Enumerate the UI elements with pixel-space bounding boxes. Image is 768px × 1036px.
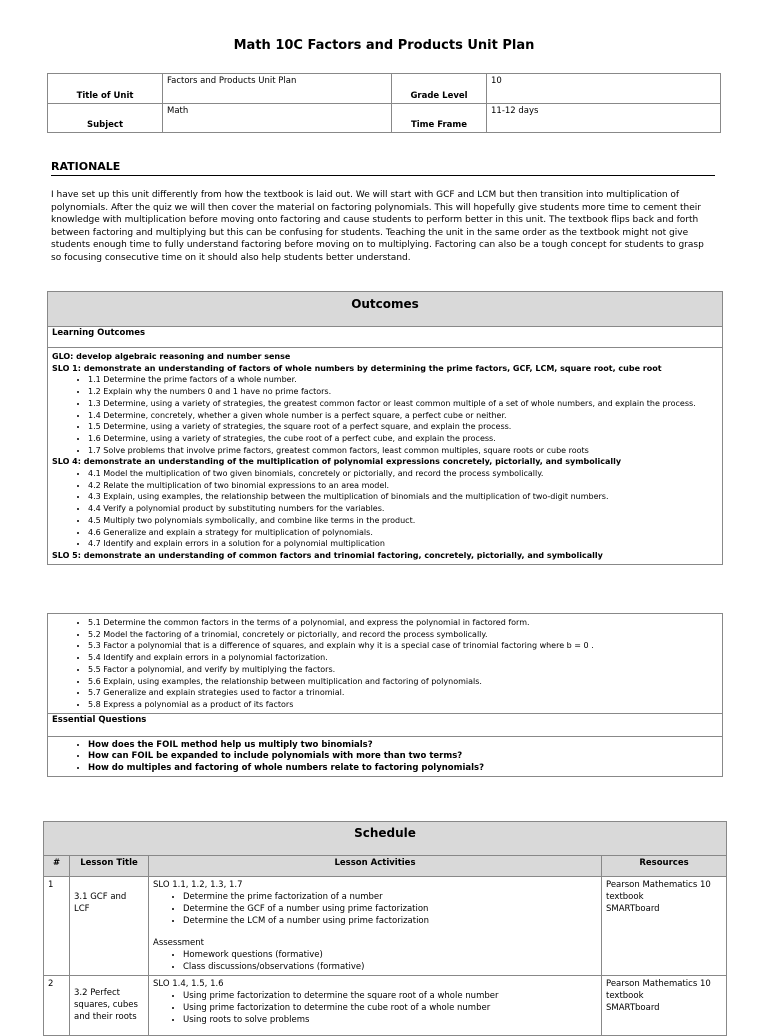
table-row (44, 976, 727, 1036)
list-item: • Class discussions/observations (formative) (183, 961, 597, 973)
rationale-text: I have set up this unit differently from how the textbook is laid out. We will start with GCF and LCM but then transition into multiplication of polynomials. After the quiz we will then cover the material on factoring polynomials. This will hopefully give students more time to cement their knowledge with multiplication before moving onto factoring and cause students to perform better in this unit. The textbook flips back and forth between factoring and multiplying but this can be confusing for students. Teaching the unit in the same order as the textbook might not give students enough time to fully understand factoring before moving on to multiplying. Factoring can also be a tough concept for students to grasp so focusing consecutive time on it should also help students better understand. (51, 190, 704, 263)
title-of-unit-label: Title of Unit (48, 74, 163, 104)
list-item: • Determine the prime factorization of a number (183, 891, 597, 903)
list-item: • 4.3 Explain, using examples, the relationship between the multiplication of binomials and the multiplication of two-digit numbers. (88, 491, 718, 503)
list-item: • Using roots to solve problems (183, 1014, 597, 1026)
schedule-table (43, 855, 727, 1036)
assessment-label: Assessment (153, 938, 204, 948)
list-item: • 4.2 Relate the multiplication of two binomial expressions to an area model. (88, 480, 718, 492)
slo5-list (52, 617, 718, 711)
outcomes-list (48, 348, 722, 564)
subject-label: Subject (48, 104, 163, 133)
grade-level-value: 10 (487, 74, 721, 104)
slo4-text: SLO 4: demonstrate an understanding of the multiplication of polynomial expressions concretely, pictorially, and symbolically (52, 457, 622, 467)
subject-value: Math (163, 104, 392, 133)
list-item: • 4.6 Generalize and explain a strategy for multiplication of polynomials. (88, 527, 718, 539)
resource-item: SMARTboard (606, 1003, 660, 1013)
schedule-section (43, 821, 727, 1036)
list-item: • Using prime factorization to determine the cube root of a whole number (183, 1002, 597, 1014)
lesson-resources (602, 877, 727, 976)
time-frame-value: 11-12 days (487, 104, 721, 133)
resource-item: Pearson Mathematics 10 textbook (606, 979, 711, 1001)
slo-reference: SLO 1.1, 1.2, 1.3, 1.7 (153, 880, 243, 890)
list-item: • 4.1 Model the multiplication of two given binomials, concretely or pictorially, and record the process symbolically. (88, 468, 718, 480)
slo4-list (52, 468, 718, 550)
list-item: • 1.7 Solve problems that involve prime factors, greatest common factors, least common multiples, square roots or cube roots (88, 445, 718, 457)
outcomes-section (47, 291, 723, 565)
list-item: • 1.2 Explain why the numbers 0 and 1 have no prime factors. (88, 386, 718, 398)
lesson-title (70, 877, 149, 976)
column-header-resources: Resources (602, 856, 727, 877)
list-item: • 5.5 Factor a polynomial, and verify by multiplying the factors. (88, 664, 718, 676)
list-item: • 5.6 Explain, using examples, the relationship between multiplication and factoring of polynomials. (88, 676, 718, 688)
outcomes-heading: Outcomes (48, 292, 722, 327)
list-item: • How do multiples and factoring of whole numbers relate to factoring polynomials? (88, 763, 718, 775)
list-item: • 1.6 Determine, using a variety of strategies, the cube root of a perfect cube, and explain the process. (88, 433, 718, 445)
lesson-title-text: 3.1 GCF and LCF (74, 892, 127, 914)
list-item: • How can FOIL be expanded to include polynomials with more than two terms? (88, 751, 718, 763)
lesson-resources (602, 976, 727, 1036)
list-item: • 5.2 Model the factoring of a trinomial, concretely or pictorially, and record the process symbolically. (88, 629, 718, 641)
resource-item: SMARTboard (606, 904, 660, 914)
column-header-number: # (44, 856, 70, 877)
slo1-list (52, 374, 718, 456)
slo-reference: SLO 1.4, 1.5, 1.6 (153, 979, 224, 989)
column-header-lesson-activities: Lesson Activities (149, 856, 602, 877)
lesson-title-text: 3.2 Perfect squares, cubes and their roots (74, 988, 138, 1022)
essential-questions-label: Essential Questions (48, 713, 722, 737)
title-of-unit-value: Factors and Products Unit Plan (163, 74, 392, 104)
resource-item: Pearson Mathematics 10 textbook (606, 880, 711, 902)
rationale-heading: RATIONALE (51, 160, 715, 176)
slo5-text: SLO 5: demonstrate an understanding of common factors and trinomial factoring, concretely, pictorially, and symbolically (52, 550, 603, 560)
list-item: • Determine the GCF of a number using prime factorization (183, 903, 597, 915)
list-item: • 4.5 Multiply two polynomials symbolically, and combine like terms in the product. (88, 515, 718, 527)
lesson-number: 1 (44, 877, 70, 976)
slo1-text: SLO 1: demonstrate an understanding of factors of whole numbers by determining the prime factors, GCF, LCM, square root, cube root (52, 363, 662, 373)
list-item: • How does the FOIL method help us multiply two binomials? (88, 740, 718, 752)
list-item: • 5.7 Generalize and explain strategies used to factor a trinomial. (88, 687, 718, 699)
list-item: • 1.3 Determine, using a variety of strategies, the greatest common factor or least common multiple of a set of whole numbers, and explain the process. (88, 398, 718, 410)
list-item: • 4.4 Verify a polynomial product by substituting numbers for the variables. (88, 503, 718, 515)
unit-info-table (47, 73, 721, 133)
slo5-list-container (48, 614, 722, 713)
lesson-activities (149, 976, 602, 1036)
list-item: • 1.1 Determine the prime factors of a whole number. (88, 374, 718, 386)
schedule-heading: Schedule (43, 821, 727, 855)
lesson-number: 2 (44, 976, 70, 1036)
list-item: • Determine the LCM of a number using prime factorization (183, 915, 597, 927)
table-row (44, 877, 727, 976)
grade-level-label: Grade Level (392, 74, 487, 104)
learning-outcomes-label: Learning Outcomes (48, 327, 722, 348)
lesson-title (70, 976, 149, 1036)
list-item: • 5.1 Determine the common factors in the terms of a polynomial, and express the polynomial in factored form. (88, 617, 718, 629)
list-item: • 5.4 Identify and explain errors in a polynomial factorization. (88, 652, 718, 664)
list-item: • 5.3 Factor a polynomial that is a difference of squares, and explain why it is a special case of trinomial factoring where b = 0 . (88, 640, 718, 652)
outcomes-continued-section (47, 613, 723, 777)
list-item: • 5.8 Express a polynomial as a product of its factors (88, 699, 718, 711)
list-item: • 1.4 Determine, concretely, whether a given whole number is a perfect square, a perfect cube or neither. (88, 410, 718, 422)
page-title: Math 10C Factors and Products Unit Plan (233, 38, 535, 53)
time-frame-label: Time Frame (392, 104, 487, 133)
list-item: • Using prime factorization to determine the square root of a whole number (183, 990, 597, 1002)
list-item: • 1.5 Determine, using a variety of strategies, the square root of a perfect square, and explain the process. (88, 421, 718, 433)
list-item: • Homework questions (formative) (183, 949, 597, 961)
glo-text: GLO: develop algebraic reasoning and number sense (52, 352, 291, 361)
essential-questions-list (48, 737, 722, 777)
list-item: • 4.7 Identify and explain errors in a solution for a polynomial multiplication (88, 538, 718, 550)
lesson-activities (149, 877, 602, 976)
column-header-lesson-title: Lesson Title (70, 856, 149, 877)
